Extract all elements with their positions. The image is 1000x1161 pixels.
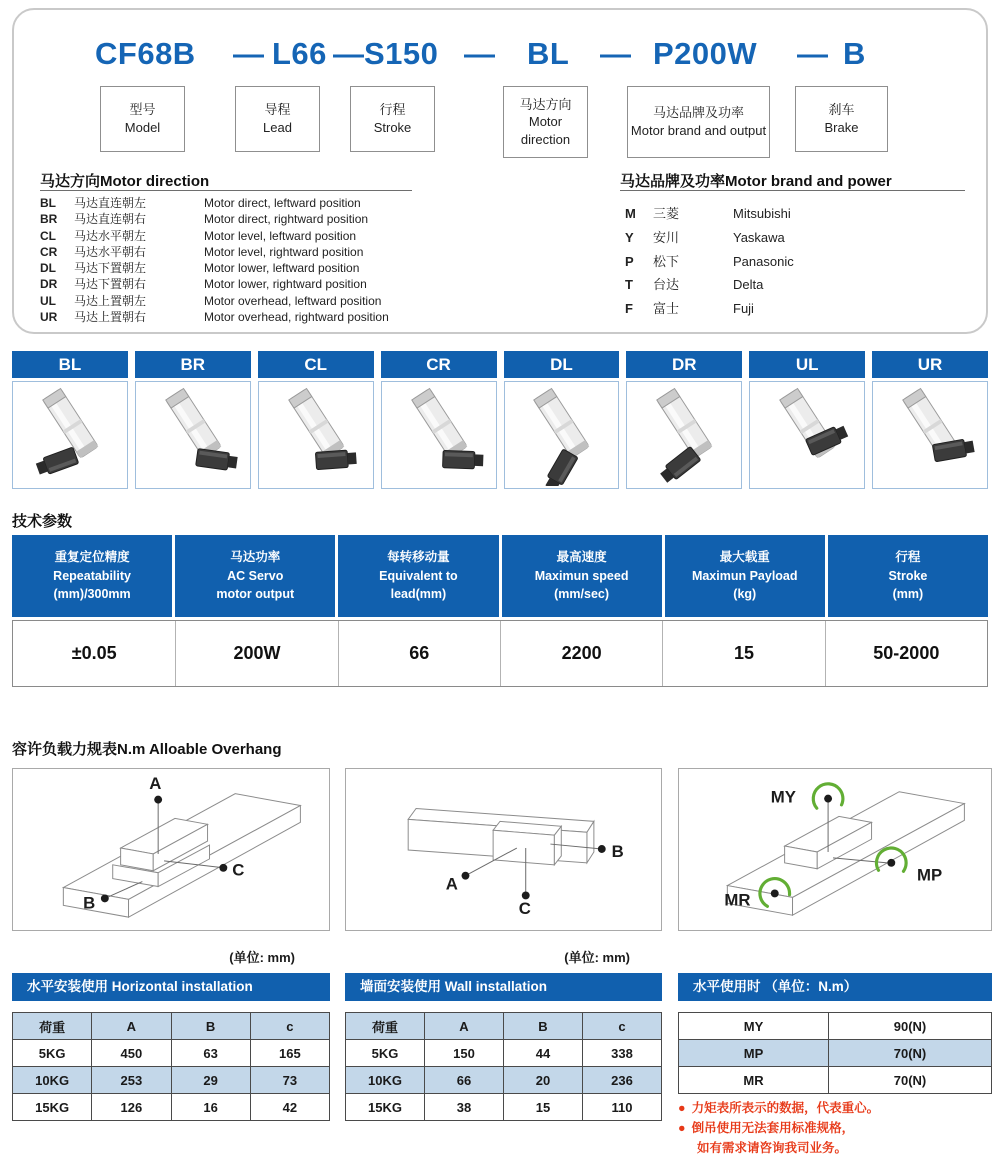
moment-bar: 水平使用时 （单位：N.m）: [678, 973, 992, 1001]
direction-en: Motor lower, rightward position: [204, 277, 367, 292]
cell-b: 63: [172, 1040, 251, 1067]
cell-moment-name: MY: [679, 1013, 829, 1040]
variant-cell-cr: [381, 351, 497, 489]
overhang-diagram-moments: [678, 768, 992, 931]
model-segment-motor: P200W: [653, 36, 758, 71]
variant-cell-ur: [872, 351, 988, 489]
variant-header: BR: [135, 351, 251, 378]
tech-value-max-speed: 2200: [500, 621, 662, 686]
brand-cn: 富士: [653, 301, 680, 317]
cell-load: 15KG: [346, 1094, 425, 1121]
cell-moment-value: 70(N): [829, 1040, 992, 1067]
col-header-b: B: [172, 1013, 251, 1040]
actuator-photo: [626, 381, 742, 489]
cell-a: 150: [425, 1040, 504, 1067]
tech-col-cn: 每转移动量: [387, 549, 450, 564]
horizontal-installation-bar: 水平安装使用 Horizontal installation: [12, 973, 330, 1001]
point-c-label: C: [518, 899, 531, 919]
col-header-a: A: [92, 1013, 171, 1040]
brand-cn: 松下: [653, 253, 680, 269]
overhang-diagram-abc-side: [345, 768, 662, 931]
col-header-b: B: [504, 1013, 583, 1040]
direction-cn: 马达下置朝左: [74, 261, 147, 276]
variant-cell-dr: [626, 351, 742, 489]
cell-c: 236: [583, 1067, 662, 1094]
cell-load: 10KG: [13, 1067, 92, 1094]
model-segment-stroke: S150: [364, 36, 439, 71]
direction-code: DL: [40, 261, 56, 276]
label-cn: 刹车: [828, 102, 855, 118]
direction-en: Motor level, leftward position: [204, 228, 357, 243]
brand-cn: 台达: [653, 277, 680, 293]
direction-code: BL: [40, 196, 56, 210]
actuator-photo: [135, 381, 251, 489]
brand-en: Delta: [733, 277, 764, 293]
tech-col-unit: (mm): [892, 587, 924, 602]
tech-col-unit: motor output: [216, 587, 295, 602]
bullet-icon: ●: [678, 1101, 686, 1115]
cell-b: 44: [504, 1040, 583, 1067]
tech-col-lead: [338, 535, 498, 617]
direction-cn: 马达水平朝左: [74, 228, 147, 243]
model-dash: —: [797, 36, 828, 71]
brand-code: F: [625, 301, 633, 317]
tech-col-max-speed: [502, 535, 662, 617]
direction-cn: 马达直连朝左: [74, 196, 147, 210]
variant-header: DR: [626, 351, 742, 378]
moment-my-label: MY: [770, 787, 796, 807]
tech-col-en: Maximun speed: [534, 568, 629, 583]
label-en: Lead: [263, 120, 292, 135]
tech-params-title: 技术参数: [12, 513, 73, 530]
cell-a: 126: [92, 1094, 171, 1121]
label-cn: 行程: [379, 102, 406, 118]
variant-cell-bl: [12, 351, 128, 489]
cell-load: 10KG: [346, 1067, 425, 1094]
tech-col-cn: 最高速度: [556, 549, 607, 564]
label-cn: 马达方向: [519, 96, 572, 112]
col-header-c: c: [583, 1013, 662, 1040]
brand-table: [625, 202, 794, 321]
overhang-diagram-abc-iso: [12, 768, 330, 931]
actuator-photo: [12, 381, 128, 489]
tech-col-motor-output: [175, 535, 335, 617]
variant-header: UL: [749, 351, 865, 378]
tech-col-en: Equivalent to: [379, 568, 458, 583]
brand-en: Panasonic: [733, 253, 794, 269]
wall-installation-bar: 墙面安装使用 Wall installation: [345, 973, 662, 1001]
actuator-photo: [749, 381, 865, 489]
direction-title-cn: 马达方向: [40, 173, 101, 190]
direction-cn: 马达水平朝右: [74, 244, 147, 259]
variant-header: BL: [12, 351, 128, 378]
label-en: Motor brand and output: [630, 123, 767, 138]
label-box-brand: [627, 86, 770, 158]
model-dash: —: [464, 36, 495, 71]
col-header-a: A: [425, 1013, 504, 1040]
direction-cn: 马达直连朝右: [74, 212, 147, 227]
tech-col-en: Stroke: [888, 568, 928, 583]
cell-moment-value: 90(N): [829, 1013, 992, 1040]
direction-table: [40, 195, 389, 325]
point-b-label: B: [611, 841, 624, 861]
direction-en: Motor overhead, rightward position: [204, 310, 389, 325]
model-segment-series: CF68B: [95, 36, 196, 71]
brand-code: M: [625, 206, 636, 221]
tech-col-unit: (mm)/300mm: [53, 587, 131, 602]
model-dash: —: [233, 36, 264, 71]
model-segment-direction: BL: [527, 36, 570, 71]
model-dash: —: [333, 36, 364, 71]
tech-col-en: Maximun Payload: [691, 568, 798, 583]
overhang-title: 容许负载力规表N.m Alloable Overhang: [12, 741, 282, 758]
note-text: 力矩表所表示的数据，代表重心。: [691, 1101, 880, 1115]
variant-cell-ul: [749, 351, 865, 489]
label-box-direction: [503, 86, 588, 158]
cell-c: 338: [583, 1040, 662, 1067]
moment-notes: [678, 1098, 992, 1158]
bullet-icon: ●: [678, 1121, 686, 1135]
cell-a: 38: [425, 1094, 504, 1121]
cell-moment-value: 70(N): [829, 1067, 992, 1094]
direction-cn: 马达上置朝右: [74, 310, 147, 325]
tech-col-unit: (kg): [733, 587, 757, 602]
model-segment-lead: L66: [272, 36, 327, 71]
variant-cell-br: [135, 351, 251, 489]
tech-col-repeatability: [12, 535, 172, 617]
tech-col-stroke: [828, 535, 988, 617]
direction-code: UR: [40, 310, 58, 325]
direction-code: CL: [40, 228, 56, 243]
cell-a: 450: [92, 1040, 171, 1067]
brand-cn: 三菱: [653, 206, 680, 221]
note-line: 如有需求请咨询我司业务。: [697, 1141, 848, 1155]
brand-en: Mitsubishi: [733, 206, 791, 221]
point-c-label: C: [232, 860, 245, 880]
brand-en: Yaskawa: [733, 229, 785, 245]
cell-moment-name: MP: [679, 1040, 829, 1067]
direction-en: Motor lower, leftward position: [204, 261, 360, 276]
cell-c: 165: [251, 1040, 330, 1067]
note-line: [678, 1098, 992, 1118]
label-box-lead: [235, 86, 320, 152]
actuator-photo: [872, 381, 988, 489]
brand-en: Fuji: [733, 301, 754, 317]
cell-load: 5KG: [13, 1040, 92, 1067]
note-line: [678, 1118, 992, 1138]
label-box-stroke: [350, 86, 435, 152]
col-header-c: c: [251, 1013, 330, 1040]
cell-a: 253: [92, 1067, 171, 1094]
direction-cn: 马达上置朝左: [74, 293, 147, 308]
brand-divider: [620, 190, 965, 191]
model-segment-brake: B: [843, 36, 866, 71]
tech-table-values: [12, 620, 988, 687]
variant-cell-dl: [504, 351, 620, 489]
cell-b: 20: [504, 1067, 583, 1094]
direction-en: Motor direct, leftward position: [204, 196, 361, 210]
tech-col-en: Repeatability: [53, 568, 131, 583]
label-box-brake: [795, 86, 888, 152]
col-header-load: 荷重: [346, 1013, 425, 1040]
direction-title-en: Motor direction: [100, 173, 210, 190]
actuator-photo: [381, 381, 497, 489]
tech-col-unit: lead(mm): [390, 587, 447, 602]
tech-col-cn: 行程: [895, 549, 921, 564]
wall-installation-table: [345, 1012, 662, 1121]
tech-value-repeatability: ±0.05: [71, 643, 117, 663]
cell-b: 29: [172, 1067, 251, 1094]
point-a-label: A: [445, 874, 458, 894]
brand-code: Y: [625, 229, 634, 245]
brand-code: P: [625, 253, 634, 269]
cell-load: 15KG: [13, 1094, 92, 1121]
unit-label-mm-horizontal: (单位: mm): [229, 950, 295, 965]
label-en: Brake: [824, 120, 859, 135]
label-en: Stroke: [373, 120, 412, 135]
note-text: 倒吊使用无法套用标准规格，: [691, 1121, 855, 1135]
horizontal-installation-table: [12, 1012, 330, 1121]
label-cn: 导程: [264, 102, 291, 118]
tech-col-unit: (mm/sec): [554, 587, 610, 602]
label-cn: 型号: [129, 102, 156, 118]
direction-title: [40, 170, 209, 191]
cell-c: 42: [251, 1094, 330, 1121]
moment-mr-label: MR: [724, 890, 751, 910]
col-header-load: 荷重: [13, 1013, 92, 1040]
actuator-photo: [258, 381, 374, 489]
label-en: Motor direction: [520, 114, 571, 147]
tech-col-max-payload: [665, 535, 825, 617]
variant-cell-cl: [258, 351, 374, 489]
variant-header: CL: [258, 351, 374, 378]
tech-value-motor-output: 200W: [175, 621, 337, 686]
brand-title: [620, 170, 892, 191]
brand-title-cn: 马达品牌及功率: [620, 173, 726, 190]
cell-c: 110: [583, 1094, 662, 1121]
brand-cn: 安川: [653, 229, 680, 245]
moment-mp-label: MP: [916, 865, 943, 885]
tech-col-cn: 重复定位精度: [54, 549, 130, 564]
direction-code: CR: [40, 244, 58, 259]
tech-col-cn: 最大载重: [719, 549, 770, 564]
cell-b: 16: [172, 1094, 251, 1121]
direction-code: DR: [40, 277, 58, 292]
cell-a: 66: [425, 1067, 504, 1094]
cell-c: 73: [251, 1067, 330, 1094]
brand-title-en: Motor brand and power: [725, 173, 892, 190]
direction-en: Motor overhead, leftward position: [204, 293, 382, 308]
unit-label-mm-wall: (单位: mm): [564, 950, 630, 965]
tech-value-lead: 66: [338, 621, 500, 686]
direction-code: BR: [40, 212, 58, 227]
moment-table: [678, 1012, 992, 1094]
tech-value-stroke: 50-2000: [825, 621, 987, 686]
direction-divider: [40, 190, 412, 191]
direction-code: UL: [40, 293, 56, 308]
direction-en: Motor level, rightward position: [204, 244, 364, 259]
tech-col-cn: 马达功率: [230, 549, 281, 564]
cell-load: 5KG: [346, 1040, 425, 1067]
label-box-model: [100, 86, 185, 152]
cell-b: 15: [504, 1094, 583, 1121]
actuator-photo: [504, 381, 620, 489]
variant-strip: [12, 351, 988, 489]
direction-en: Motor direct, rightward position: [204, 212, 369, 227]
tech-col-en: AC Servo: [227, 568, 284, 583]
tech-value-max-payload: 15: [662, 621, 824, 686]
variant-header: CR: [381, 351, 497, 378]
label-cn: 马达品牌及功率: [652, 105, 744, 121]
point-b-label: B: [83, 893, 96, 913]
point-a-label: A: [149, 773, 162, 793]
direction-cn: 马达下置朝右: [74, 277, 147, 292]
model-dash: —: [600, 36, 631, 71]
tech-table-header: [12, 535, 988, 617]
variant-header: UR: [872, 351, 988, 378]
variant-header: DL: [504, 351, 620, 378]
brand-code: T: [625, 277, 633, 293]
label-en: Model: [124, 120, 161, 135]
cell-moment-name: MR: [679, 1067, 829, 1094]
